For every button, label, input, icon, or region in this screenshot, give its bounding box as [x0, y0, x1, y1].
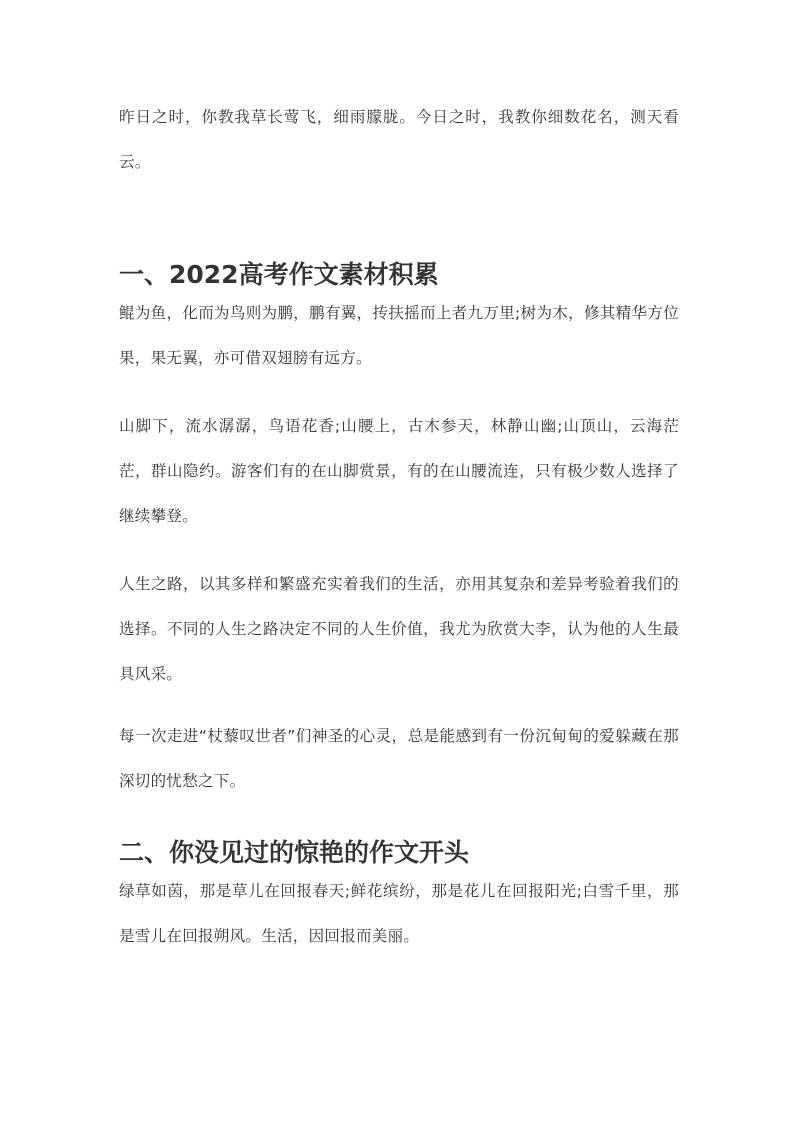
section1-paragraph-3: 人生之路，以其多样和繁盛充实着我们的生活，亦用其复杂和差异考验着我们的选择。不同的人生之路决定不同的人生价值，我尤为欣赏大李，认为他的人生最具风采。	[119, 575, 679, 683]
section1-paragraph-2: 山脚下，流水潺潺，鸟语花香;山腰上，古木参天，林静山幽;山顶山，云海茫茫，群山隐约。游客们有的在山脚赏景，有的在山腰流连，只有极少数人选择了继续攀登。	[119, 417, 679, 525]
section2-paragraph-1: 绿草如茵，那是草儿在回报春天;鲜花缤纷，那是花儿在回报阳光;白雪千里，那是雪儿在回报朔风。生活，因回报而美丽。	[119, 882, 679, 945]
section-heading-1: 一、2022高考作文素材积累	[119, 260, 439, 289]
section1-paragraph-4: 每一次走进“杖藜叹世者”们神圣的心灵，总是能感到有一份沉甸甸的爱躲藏在那深切的忧愁之下。	[119, 727, 679, 790]
intro-paragraph: 昨日之时，你教我草长莺飞，细雨朦胧。今日之时，我教你细数花名，测天看云。	[119, 108, 679, 171]
section-heading-2: 二、你没见过的惊艳的作文开头	[119, 838, 470, 867]
section1-paragraph-1: 鲲为鱼，化而为鸟则为鹏，鹏有翼，抟扶摇而上者九万里;树为木，修其精华方位果，果无翼，亦可借双翅膀有远方。	[119, 304, 679, 367]
